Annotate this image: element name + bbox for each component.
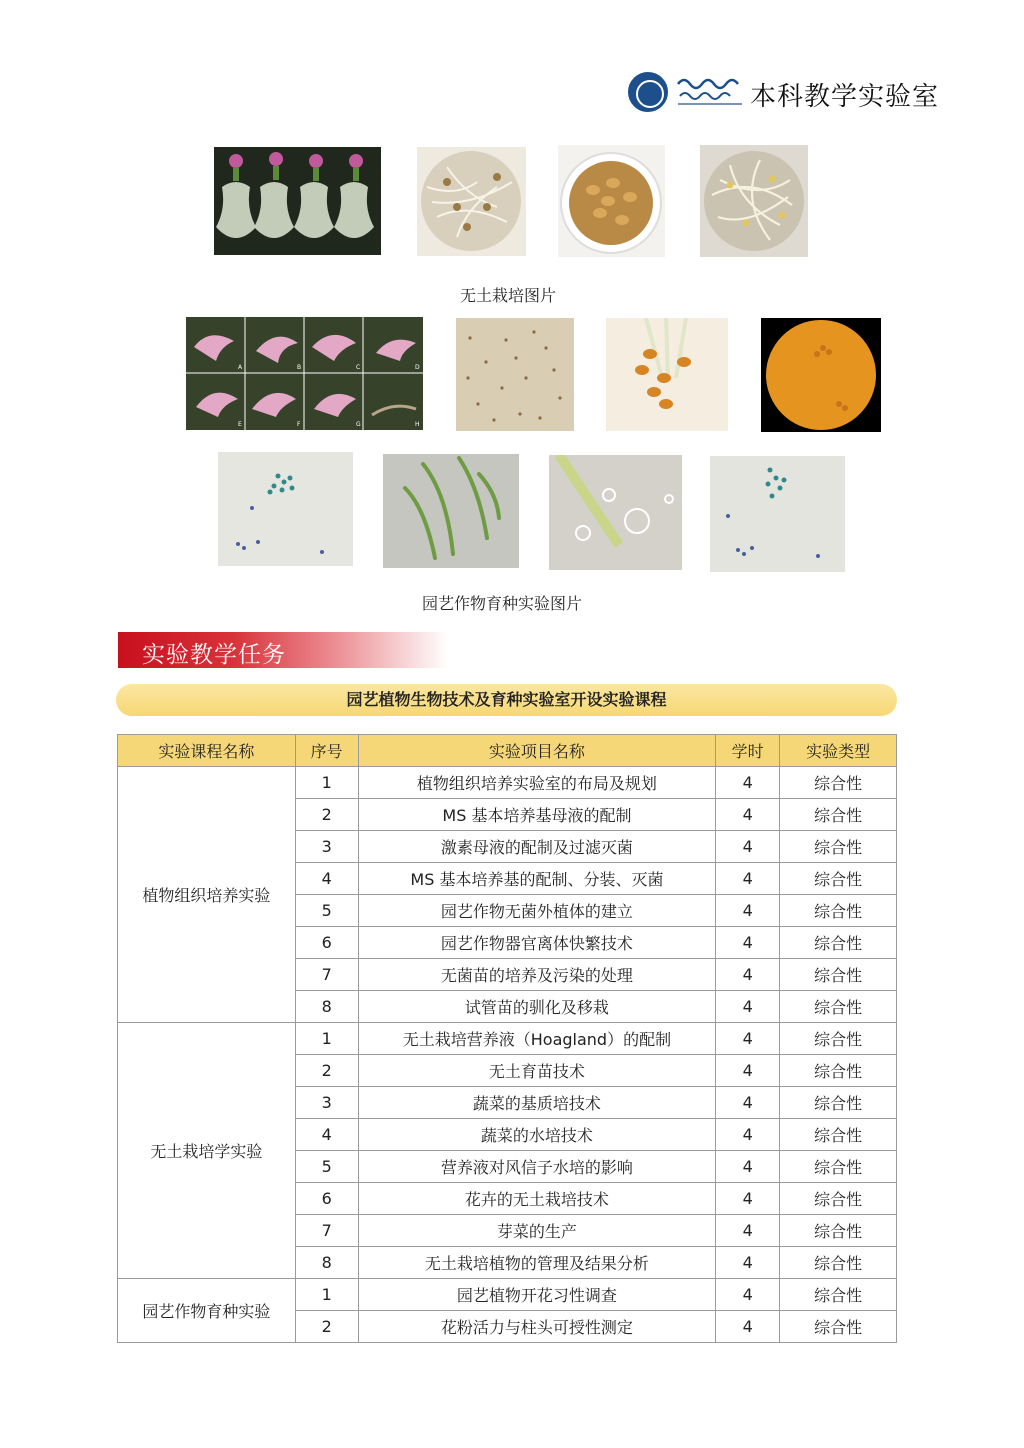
course-table — [117, 734, 897, 1343]
row-number-cell: 1 — [295, 1279, 358, 1311]
pollen-tube-photo — [549, 455, 682, 570]
hours-cell: 4 — [716, 831, 780, 863]
type-cell: 综合性 — [780, 895, 897, 927]
row-number-cell: 2 — [295, 799, 358, 831]
hours-cell: 4 — [716, 1151, 780, 1183]
hours-cell: 4 — [716, 767, 780, 799]
row-number-cell: 1 — [295, 767, 358, 799]
header-hours: 学时 — [716, 735, 780, 767]
type-cell: 综合性 — [780, 1151, 897, 1183]
header-course: 实验课程名称 — [118, 735, 296, 767]
type-cell: 综合性 — [780, 767, 897, 799]
type-cell: 综合性 — [780, 1247, 897, 1279]
hours-cell: 4 — [716, 1311, 780, 1343]
type-cell: 综合性 — [780, 799, 897, 831]
row-number-cell: 4 — [295, 863, 358, 895]
course-name-cell: 园艺作物育种实验 — [118, 1279, 296, 1343]
type-cell: 综合性 — [780, 991, 897, 1023]
table-header-row — [118, 735, 897, 767]
header-type: 实验类型 — [780, 735, 897, 767]
row-number-cell: 5 — [295, 1151, 358, 1183]
panel-letter: B — [297, 364, 302, 371]
project-name-cell: MS 基本培养基母液的配制 — [358, 799, 716, 831]
panel-letter: E — [238, 421, 242, 428]
hours-cell: 4 — [716, 1279, 780, 1311]
hours-cell: 4 — [716, 1247, 780, 1279]
row-number-cell: 8 — [295, 991, 358, 1023]
hours-cell: 4 — [716, 991, 780, 1023]
project-name-cell: 无土栽培植物的管理及结果分析 — [358, 1247, 716, 1279]
row-number-cell: 6 — [295, 1183, 358, 1215]
university-logo-script — [676, 74, 746, 108]
project-name-cell: 蔬菜的基质培技术 — [358, 1087, 716, 1119]
hours-cell: 4 — [716, 799, 780, 831]
project-name-cell: 营养液对风信子水培的影响 — [358, 1151, 716, 1183]
type-cell: 综合性 — [780, 1279, 897, 1311]
type-cell: 综合性 — [780, 831, 897, 863]
hours-cell: 4 — [716, 895, 780, 927]
soaked-beans-photo — [558, 145, 665, 257]
panel-letter: D — [415, 364, 420, 371]
green-pods-photo — [383, 454, 519, 568]
stained-pollen-photo-2 — [710, 456, 845, 572]
gallery2-caption: 园艺作物育种实验图片 — [422, 594, 583, 613]
anthers-photo — [606, 318, 728, 431]
university-seal-icon — [628, 72, 668, 112]
header-project: 实验项目名称 — [358, 735, 716, 767]
panel-letter: F — [297, 421, 301, 428]
type-cell: 综合性 — [780, 863, 897, 895]
type-cell: 综合性 — [780, 959, 897, 991]
hours-cell: 4 — [716, 1023, 780, 1055]
hours-cell: 4 — [716, 959, 780, 991]
project-name-cell: 激素母液的配制及过滤灭菌 — [358, 831, 716, 863]
project-name-cell: 蔬菜的水培技术 — [358, 1119, 716, 1151]
row-number-cell: 7 — [295, 959, 358, 991]
row-number-cell: 1 — [295, 1023, 358, 1055]
project-name-cell: 园艺作物无菌外植体的建立 — [358, 895, 716, 927]
project-name-cell: MS 基本培养基的配制、分装、灭菌 — [358, 863, 716, 895]
course-name-cell: 植物组织培养实验 — [118, 767, 296, 1023]
type-cell: 综合性 — [780, 1119, 897, 1151]
row-number-cell: 4 — [295, 1119, 358, 1151]
sprouts-dish-photo — [417, 147, 526, 256]
hyacinth-water-culture-photo — [214, 147, 381, 255]
row-number-cell: 2 — [295, 1311, 358, 1343]
row-number-cell: 8 — [295, 1247, 358, 1279]
hours-cell: 4 — [716, 1119, 780, 1151]
gallery1-caption: 无土栽培图片 — [460, 286, 557, 305]
type-cell: 综合性 — [780, 1055, 897, 1087]
type-cell: 综合性 — [780, 1087, 897, 1119]
project-name-cell: 无菌苗的培养及污染的处理 — [358, 959, 716, 991]
table-row — [118, 767, 897, 799]
row-number-cell: 6 — [295, 927, 358, 959]
project-name-cell: 园艺作物器官离体快繁技术 — [358, 927, 716, 959]
course-name-cell: 无土栽培学实验 — [118, 1023, 296, 1279]
type-cell: 综合性 — [780, 1183, 897, 1215]
panel-letter: G — [356, 421, 361, 428]
lab-title: 本科教学实验室 — [750, 82, 940, 112]
project-name-cell: 植物组织培养实验室的布局及规划 — [358, 767, 716, 799]
hours-cell: 4 — [716, 1055, 780, 1087]
header-number: 序号 — [295, 735, 358, 767]
row-number-cell: 7 — [295, 1215, 358, 1247]
row-number-cell: 3 — [295, 1087, 358, 1119]
type-cell: 综合性 — [780, 1311, 897, 1343]
project-name-cell: 花粉活力与柱头可授性测定 — [358, 1311, 716, 1343]
pollen-microscope-photo — [761, 318, 881, 432]
type-cell: 综合性 — [780, 927, 897, 959]
project-name-cell: 园艺植物开花习性调查 — [358, 1279, 716, 1311]
hours-cell: 4 — [716, 1087, 780, 1119]
project-name-cell: 花卉的无土栽培技术 — [358, 1183, 716, 1215]
hours-cell: 4 — [716, 1183, 780, 1215]
table-row — [118, 1023, 897, 1055]
table-title: 园艺植物生物技术及育种实验室开设实验课程 — [346, 690, 667, 709]
pollen-field-photo — [456, 318, 574, 431]
hours-cell: 4 — [716, 1215, 780, 1247]
project-name-cell: 无土育苗技术 — [358, 1055, 716, 1087]
hours-cell: 4 — [716, 927, 780, 959]
panel-letter: H — [415, 421, 420, 428]
hours-cell: 4 — [716, 863, 780, 895]
table-body — [118, 767, 897, 1343]
project-name-cell: 无土栽培营养液（Hoagland）的配制 — [358, 1023, 716, 1055]
panel-letter: C — [356, 364, 361, 371]
table-row — [118, 1279, 897, 1311]
stained-pollen-photo — [218, 452, 353, 566]
flower-stages-photo — [186, 317, 423, 430]
row-number-cell: 3 — [295, 831, 358, 863]
section-title: 实验教学任务 — [142, 642, 286, 668]
panel-letter: A — [238, 364, 243, 371]
row-number-cell: 2 — [295, 1055, 358, 1087]
type-cell: 综合性 — [780, 1215, 897, 1247]
project-name-cell: 试管苗的驯化及移栽 — [358, 991, 716, 1023]
project-name-cell: 芽菜的生产 — [358, 1215, 716, 1247]
row-number-cell: 5 — [295, 895, 358, 927]
bean-sprouts-dish-photo — [700, 145, 808, 257]
type-cell: 综合性 — [780, 1023, 897, 1055]
